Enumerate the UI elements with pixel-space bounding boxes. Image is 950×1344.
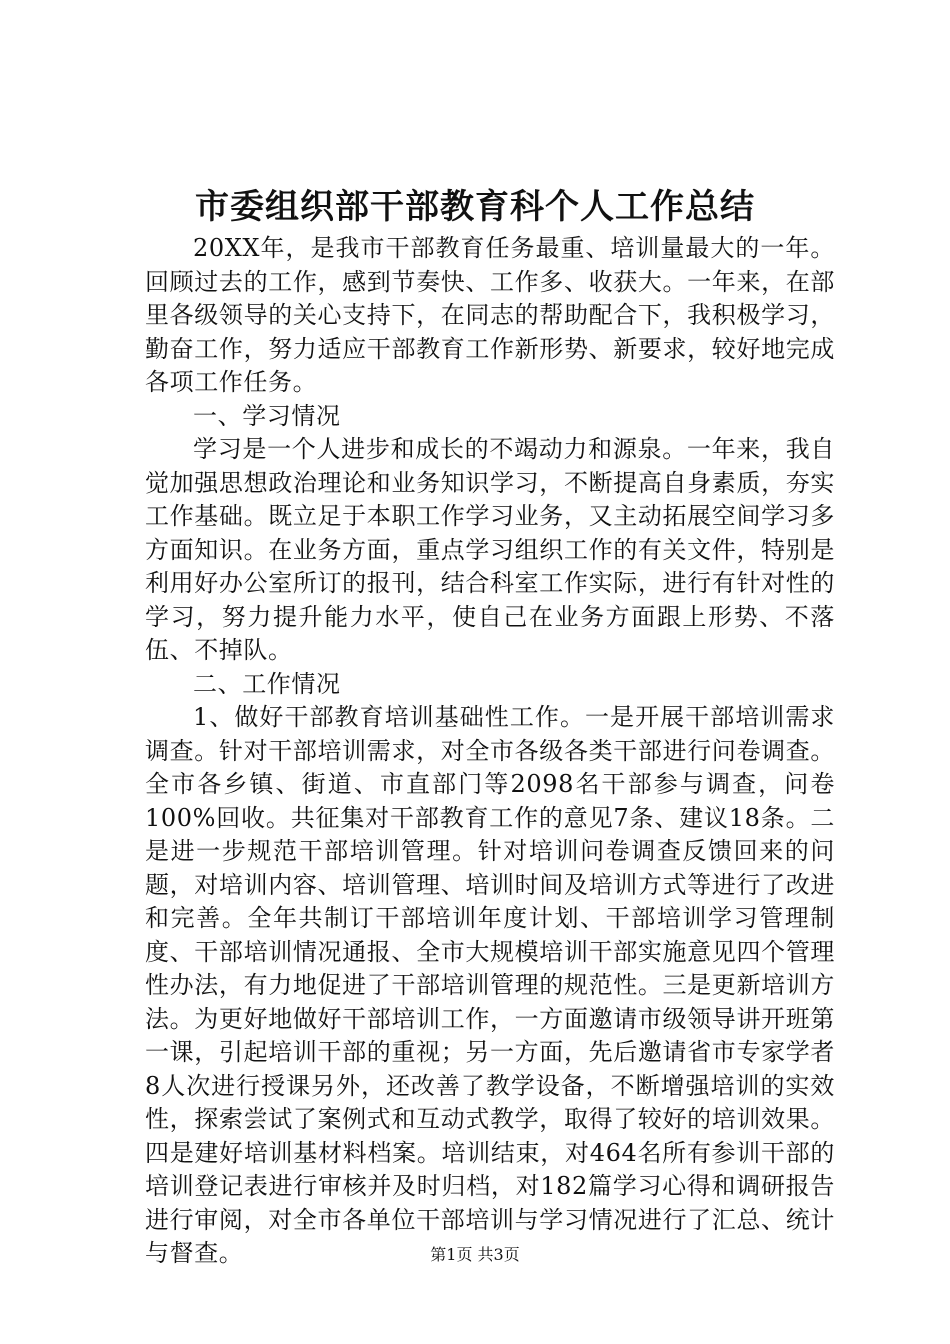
work-paragraph: 1、做好干部教育培训基础性工作。一是开展干部培训需求调查。针对干部培训需求，对全市各级各类干部进行问卷调查。全市各乡镇、街道、市直部门等2098名干部参与调查，问卷100%回收。共征集对干部教育工作的意见7条、建议18条。二是进一步规范干部培训管理。针对培训问卷调查反馈回来的问题，对培训内容、培训管理、培训时间及培训方式等进行了改进和完善。全年共制订干部培训年度计划、干部培训学习管理制度、干部培训情况通报、全市大规模培训干部实施意见四个管理性办法，有力地促进了干部培训管理的规范性。三是更新培训方法。为更好地做好干部培训工作，一方面邀请市级领导讲开班第一课，引起培训干部的重视；另一方面，先后邀请省市专家学者8人次进行授课另外，还改善了教学设备，不断增强培训的实效性，探索尝试了案例式和互动式教学，取得了较好的培训效果。四是建好培训基材料档案。培训结束，对464名所有参训干部的培训登记表进行审核并及时归档，对182篇学习心得和调研报告进行审阅，对全市各单位干部培训与学习情况进行了汇总、统计与督查。 [145,703,835,1267]
document-body [145,232,835,1271]
document-title: 市委组织部干部教育科个人工作总结 [195,187,755,227]
intro-paragraph: 20XX年，是我市干部教育任务最重、培训量最大的一年。回顾过去的工作，感到节奏快、工作多、收获大。一年来，在部里各级领导的关心支持下，在同志的帮助配合下，我积极学习，勤奋工作，努力适应干部教育工作新形势、新要求，较好地完成各项工作任务。 [145,234,835,396]
section-heading-work: 二、工作情况 [193,669,341,698]
section-heading-study: 一、学习情况 [193,401,341,430]
study-paragraph: 学习是一个人进步和成长的不竭动力和源泉。一年来，我自觉加强思想政治理论和业务知识学习，不断提高自身素质，夯实工作基础。既立足于本职工作学习业务，又主动拓展空间学习多方面知识。在业务方面，重点学习组织工作的有关文件，特别是利用好办公室所订的报刊，结合科室工作实际，进行有针对性的学习，努力提升能力水平，使自己在业务方面跟上形势、不落伍、不掉队。 [145,435,835,664]
page-footer: 第1页 共3页 [430,1245,520,1264]
